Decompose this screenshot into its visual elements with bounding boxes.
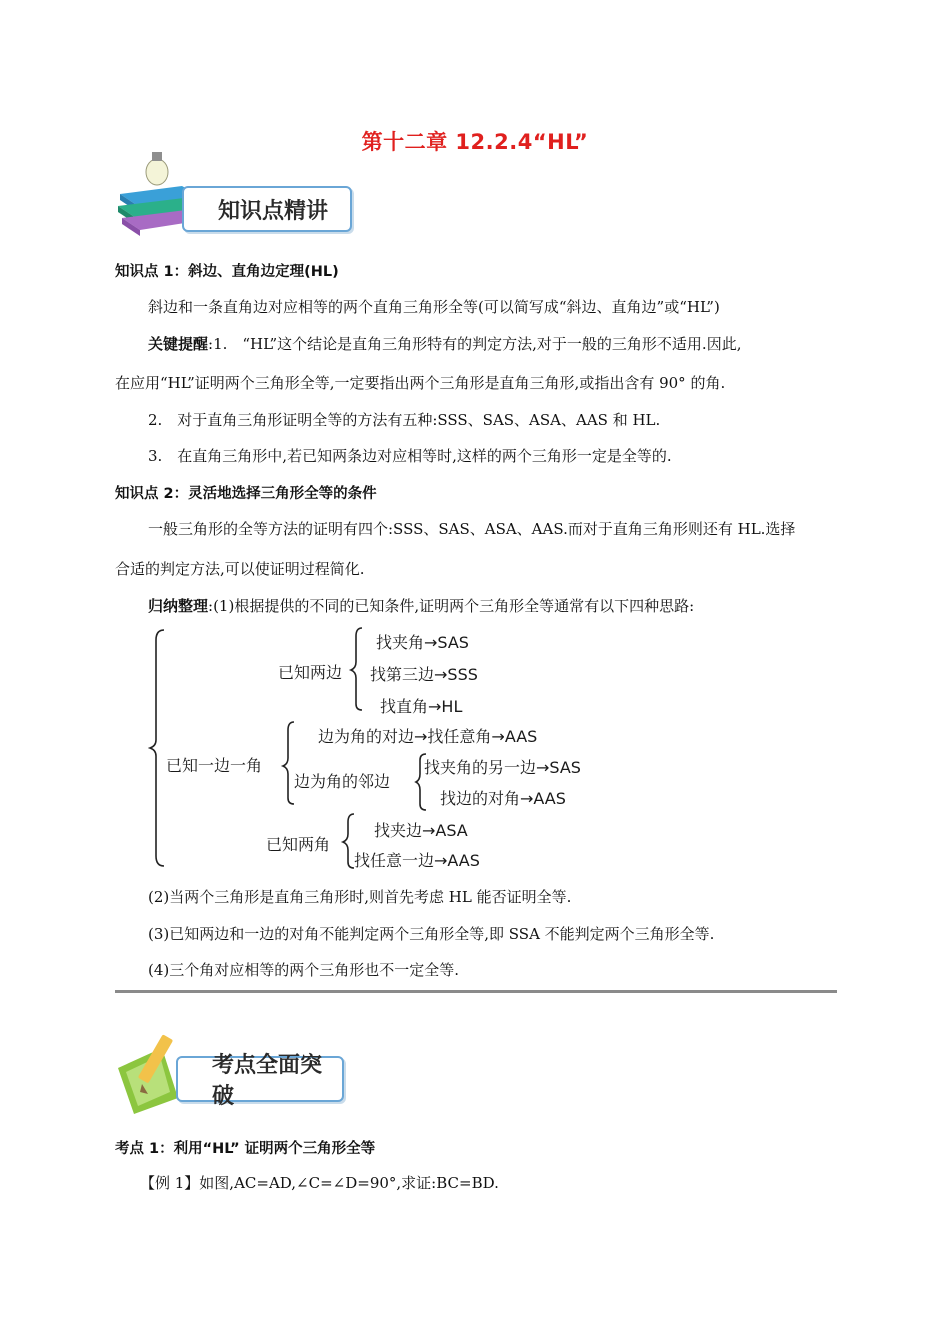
brace-side-angle <box>283 722 294 804</box>
kp2-paragraph-a: 一般三角形的全等方法的证明有四个:SSS、SAS、ASA、AAS.而对于直角三角形则还有 HL.选择 <box>148 520 796 538</box>
summary-label: 归纳整理 <box>148 597 209 615</box>
diagram-opposite-side-aas: 边为角的对边→找任意角→AAS <box>318 727 538 746</box>
brace-two-angles <box>343 814 354 868</box>
example-1: 【例 1】如图,AC=AD,∠C=∠D=90°,求证:BC=BD. <box>140 1174 499 1192</box>
brace-two-sides <box>351 628 362 710</box>
tip1-text-a: :1. “HL”这个结论是直角三角形特有的判定方法,对于一般的三角形不适用.因此, <box>208 335 742 353</box>
brace-diagram <box>148 624 628 872</box>
section-divider <box>115 990 837 993</box>
summary-1-text: :(1)根据提供的不同的已知条件,证明两个三角形全等通常有以下四种思路: <box>208 597 695 615</box>
diagram-side-and-angle: 已知一边一角 <box>166 756 263 775</box>
main-brace <box>150 630 164 866</box>
diagram-adjacent-side: 边为角的邻边 <box>294 772 391 791</box>
kp1-definition: 斜边和一条直角边对应相等的两个直角三角形全等(可以简写成“斜边、直角边”或“HL”) <box>148 298 720 316</box>
banner-knowledge <box>112 148 352 244</box>
kp2-summary-4: (4)三个角对应相等的两个三角形也不一定全等. <box>148 961 460 979</box>
kp1-tip-line1 <box>148 334 873 354</box>
kp2-summary-2: (2)当两个三角形是直角三角形时,则首先考虑 HL 能否证明全等. <box>148 888 572 906</box>
diagram-opposite-angle-aas: 找边的对角→AAS <box>440 789 566 808</box>
banner-exam-points-label: 考点全面突破 <box>176 1056 344 1102</box>
diagram-other-side-sas: 找夹角的另一边→SAS <box>424 758 581 777</box>
page-title: 第十二章 12.2.4“HL” <box>361 130 589 154</box>
diagram-included-angle-sas: 找夹角→SAS <box>376 633 469 652</box>
banner-knowledge-label: 知识点精讲 <box>182 186 352 232</box>
kp2-heading: 知识点 2：灵活地选择三角形全等的条件 <box>115 486 377 502</box>
kp1-tip2: 2. 对于直角三角形证明全等的方法有五种:SSS、SAS、ASA、AAS 和 HL. <box>148 411 661 429</box>
kd1-heading: 考点 1：利用“HL” 证明两个三角形全等 <box>115 1141 376 1157</box>
diagram-included-side-asa: 找夹边→ASA <box>374 821 468 840</box>
kp1-tip-line2: 在应用“HL”证明两个三角形全等,一定要指出两个三角形是直角三角形,或指出含有 90° 的角. <box>115 374 726 392</box>
diagram-two-sides: 已知两边 <box>278 663 343 682</box>
kp1-tip3: 3. 在直角三角形中,若已知两条边对应相等时,这样的两个三角形一定是全等的. <box>148 447 672 465</box>
diagram-any-side-aas: 找任意一边→AAS <box>354 851 480 870</box>
diagram-right-angle-hl: 找直角→HL <box>380 697 463 716</box>
kp2-summary-1 <box>148 596 873 616</box>
kp2-summary-3: (3)已知两边和一边的对角不能判定两个三角形全等,即 SSA 不能判定两个三角形全等. <box>148 925 715 943</box>
diagram-third-side-sss: 找第三边→SSS <box>370 665 478 684</box>
tip-label: 关键提醒 <box>148 335 209 353</box>
banner-exam-points <box>112 1028 344 1118</box>
diagram-two-angles: 已知两角 <box>266 835 331 854</box>
kp2-paragraph-b: 合适的判定方法,可以使证明过程简化. <box>115 560 365 578</box>
kp1-heading: 知识点 1：斜边、直角边定理(HL) <box>115 264 339 280</box>
